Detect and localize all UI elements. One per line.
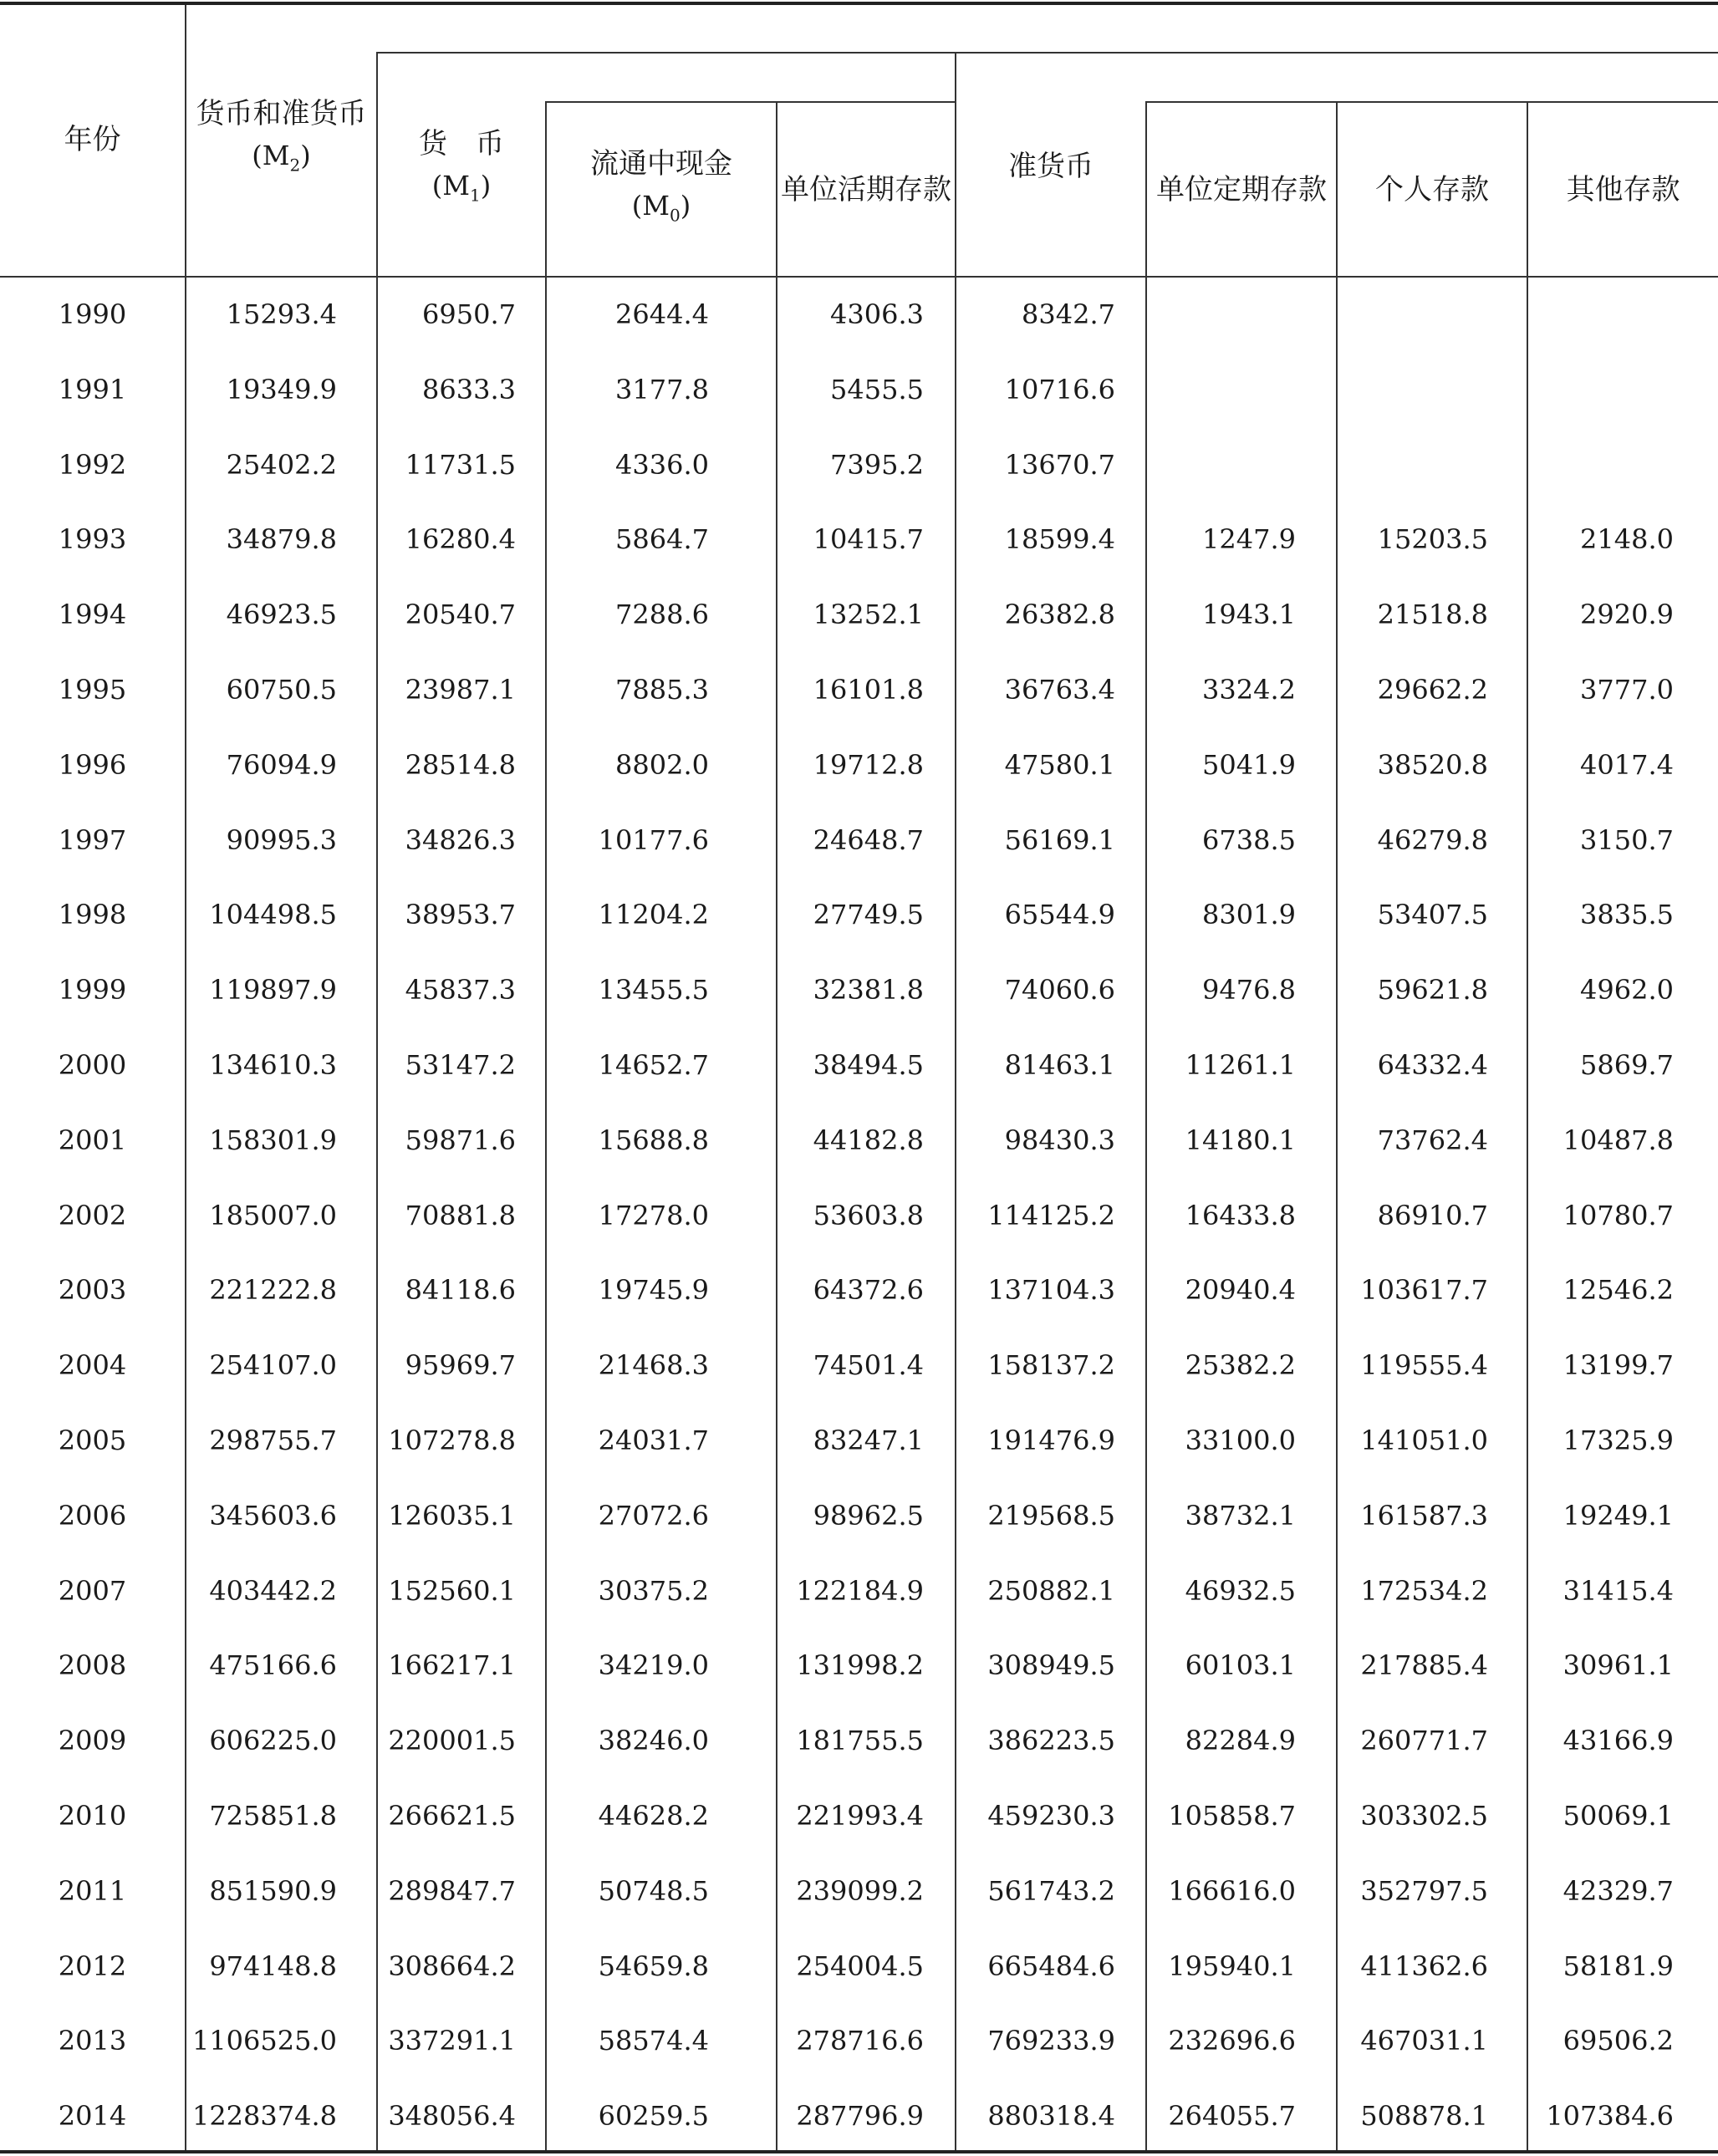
cell-personal: 467031.1 — [1360, 2025, 1488, 2057]
cell-m0: 38246.0 — [598, 1725, 709, 1757]
cell-time: 33100.0 — [1185, 1425, 1296, 1456]
header-m1-symbol: $(M_1)$ — [431, 170, 492, 206]
cell-quasi: 114125.2 — [987, 1199, 1115, 1231]
cell-year: 2007 — [58, 1574, 127, 1607]
table-row — [0, 952, 1718, 1027]
cell-other: 10487.8 — [1563, 1124, 1674, 1156]
cell-other: 3150.7 — [1580, 823, 1674, 856]
cell-quasi: 13670.7 — [1004, 448, 1115, 481]
table-row — [0, 1103, 1718, 1178]
cell-m2: 19349.9 — [226, 373, 337, 405]
cell-m0: 44628.2 — [598, 1800, 709, 1832]
cell-m1: 38953.7 — [405, 899, 516, 931]
cell-year: 1996 — [58, 748, 127, 781]
cell-year: 2004 — [58, 1349, 127, 1382]
cell-time: 1943.1 — [1202, 599, 1296, 631]
header-m0-label: 流通中现金 — [590, 146, 732, 181]
cell-year: 1999 — [58, 974, 127, 1007]
cell-demand: 122184.9 — [796, 1574, 924, 1607]
cell-other: 4962.0 — [1580, 974, 1674, 1007]
cell-m1: 59871.6 — [405, 1124, 516, 1156]
cell-m1: 23987.1 — [405, 674, 516, 706]
cell-m2: 34879.8 — [226, 523, 337, 556]
cell-demand: 287796.9 — [796, 2100, 924, 2133]
cell-m1: 34826.3 — [405, 823, 516, 856]
cell-m1: 166217.1 — [388, 1649, 516, 1682]
cell-quasi: 8342.7 — [1022, 298, 1115, 330]
cell-quasi: 26382.8 — [1004, 599, 1115, 631]
header-m2-letter: M — [262, 140, 290, 172]
cell-other: 17325.9 — [1563, 1425, 1674, 1456]
cell-other: 3835.5 — [1580, 899, 1674, 931]
cell-m2: 119897.9 — [209, 974, 337, 1007]
cell-other: 2920.9 — [1580, 599, 1674, 631]
cell-quasi: 47580.1 — [1004, 748, 1115, 781]
cell-other: 31415.4 — [1563, 1574, 1674, 1607]
table-row — [0, 427, 1718, 502]
cell-other: 30961.1 — [1563, 1649, 1674, 1682]
header-m1-label: 货 币 — [419, 127, 504, 161]
cell-personal: 119555.4 — [1360, 1349, 1488, 1382]
header-time-deposits — [1147, 103, 1336, 276]
cell-other: 69506.2 — [1563, 2025, 1674, 2057]
cell-quasi: 219568.5 — [987, 1499, 1115, 1532]
cell-other — [1528, 427, 1674, 502]
cell-demand: 13252.1 — [813, 599, 924, 631]
cell-personal: 352797.5 — [1360, 1874, 1488, 1907]
cell-quasi: 65544.9 — [1004, 899, 1115, 931]
cell-quasi: 137104.3 — [987, 1274, 1115, 1307]
cell-m0: 2644.4 — [615, 298, 709, 330]
cell-time: 166616.0 — [1168, 1874, 1296, 1907]
cell-quasi: 56169.1 — [1004, 823, 1115, 856]
cell-m0: 60259.5 — [598, 2100, 709, 2133]
cell-time: 46932.5 — [1185, 1574, 1296, 1607]
cell-time: 38732.1 — [1185, 1499, 1296, 1532]
cell-m0: 50748.5 — [598, 1874, 709, 1907]
cell-m0: 5864.7 — [615, 523, 709, 556]
cell-other: 42329.7 — [1563, 1874, 1674, 1907]
cell-quasi: 250882.1 — [987, 1574, 1115, 1607]
cell-other: 19249.1 — [1563, 1499, 1674, 1532]
cell-time: 82284.9 — [1185, 1725, 1296, 1757]
cell-year: 2010 — [58, 1800, 127, 1832]
cell-other: 107384.6 — [1546, 2100, 1674, 2133]
cell-m0: 7885.3 — [615, 674, 709, 706]
cell-m0: 58574.4 — [598, 2025, 709, 2057]
cell-m1: 152560.1 — [388, 1574, 516, 1607]
table-row — [0, 727, 1718, 803]
table-row — [0, 2003, 1718, 2078]
cell-quasi: 98430.3 — [1004, 1124, 1115, 1156]
cell-time: 60103.1 — [1185, 1649, 1296, 1682]
header-m1-subscript: 1 — [470, 185, 481, 206]
cell-m2: 76094.9 — [226, 748, 337, 781]
cell-m1: 84118.6 — [405, 1274, 516, 1307]
cell-year: 1993 — [58, 523, 127, 556]
table-row — [0, 1328, 1718, 1403]
cell-demand: 74501.4 — [813, 1349, 924, 1382]
cell-m2: 1106525.0 — [191, 2025, 337, 2057]
cell-year: 1995 — [58, 674, 127, 706]
cell-quasi: 665484.6 — [987, 1950, 1115, 1982]
cell-demand: 16101.8 — [813, 674, 924, 706]
cell-m0: 21468.3 — [598, 1349, 709, 1382]
cell-personal: 303302.5 — [1360, 1800, 1488, 1832]
cell-m1: 220001.5 — [388, 1725, 516, 1757]
cell-demand: 278716.6 — [796, 2025, 924, 2057]
cell-personal: 161587.3 — [1360, 1499, 1488, 1532]
cell-time: 9476.8 — [1202, 974, 1296, 1007]
cell-m0: 30375.2 — [598, 1574, 709, 1607]
cell-other: 58181.9 — [1563, 1950, 1674, 1982]
cell-time: 25382.2 — [1185, 1349, 1296, 1382]
cell-m1: 16280.4 — [405, 523, 516, 556]
cell-m2: 254107.0 — [209, 1349, 337, 1382]
cell-other: 13199.7 — [1563, 1349, 1674, 1382]
cell-m0: 15688.8 — [598, 1124, 709, 1156]
cell-other: 2148.0 — [1580, 523, 1674, 556]
cell-m2: 403442.2 — [209, 1574, 337, 1607]
cell-quasi: 18599.4 — [1004, 523, 1115, 556]
cell-time: 11261.1 — [1185, 1049, 1296, 1081]
cell-year: 2014 — [58, 2100, 127, 2133]
cell-personal: 59621.8 — [1377, 974, 1488, 1007]
header-time-label: 单位定期存款 — [1156, 172, 1327, 206]
cell-m1: 6950.7 — [422, 298, 516, 330]
cell-m2: 725851.8 — [209, 1800, 337, 1832]
cell-quasi: 158137.2 — [987, 1349, 1115, 1382]
cell-year: 1992 — [58, 448, 127, 481]
table-row — [0, 1478, 1718, 1553]
header-m0-subscript: 0 — [670, 205, 681, 226]
cell-year: 2008 — [58, 1649, 127, 1682]
cell-year: 1990 — [58, 298, 127, 330]
cell-year: 2006 — [58, 1499, 127, 1532]
cell-demand: 24648.7 — [813, 823, 924, 856]
cell-time: 232696.6 — [1168, 2025, 1296, 2057]
cell-m2: 221222.8 — [209, 1274, 337, 1307]
cell-personal: 15203.5 — [1377, 523, 1488, 556]
cell-year: 1997 — [58, 823, 127, 856]
cell-m1: 289847.7 — [388, 1874, 516, 1907]
cell-year: 2012 — [58, 1950, 127, 1982]
header-m0-letter: M — [642, 189, 670, 222]
cell-time: 6738.5 — [1202, 823, 1296, 856]
cell-m0: 27072.6 — [598, 1499, 709, 1532]
cell-m1: 53147.2 — [405, 1049, 516, 1081]
cell-demand: 5455.5 — [830, 373, 924, 405]
cell-demand: 44182.8 — [813, 1124, 924, 1156]
cell-year: 2005 — [58, 1425, 127, 1456]
cell-personal — [1338, 352, 1488, 427]
cell-time — [1147, 277, 1296, 352]
cell-m1: 70881.8 — [405, 1199, 516, 1231]
cell-m1: 20540.7 — [405, 599, 516, 631]
cell-other: 3777.0 — [1580, 674, 1674, 706]
table-row — [0, 1553, 1718, 1628]
cell-m0: 8802.0 — [615, 748, 709, 781]
cell-year: 1998 — [58, 899, 127, 931]
cell-personal: 260771.7 — [1360, 1725, 1488, 1757]
cell-time: 5041.9 — [1202, 748, 1296, 781]
table-row — [0, 1252, 1718, 1328]
cell-demand: 83247.1 — [813, 1425, 924, 1456]
cell-demand: 221993.4 — [796, 1800, 924, 1832]
header-m2 — [186, 52, 376, 227]
cell-year: 1991 — [58, 373, 127, 405]
cell-personal: 217885.4 — [1360, 1649, 1488, 1682]
cell-m0: 13455.5 — [598, 974, 709, 1007]
table-row — [0, 577, 1718, 652]
cell-quasi: 10716.6 — [1004, 373, 1115, 405]
cell-personal: 64332.4 — [1377, 1049, 1488, 1081]
table-row — [0, 877, 1718, 952]
table-row — [0, 1703, 1718, 1778]
cell-m0: 17278.0 — [598, 1199, 709, 1231]
cell-demand: 27749.5 — [813, 899, 924, 931]
cell-m1: 337291.1 — [388, 2025, 516, 2057]
cell-time: 1247.9 — [1202, 523, 1296, 556]
cell-quasi: 769233.9 — [987, 2025, 1115, 2057]
cell-m0: 4336.0 — [615, 448, 709, 481]
header-quasi-money — [956, 54, 1145, 279]
table-row — [0, 502, 1718, 577]
cell-demand: 19712.8 — [813, 748, 924, 781]
table-row — [0, 1178, 1718, 1253]
cell-m2: 158301.9 — [209, 1124, 337, 1156]
cell-m2: 60750.5 — [226, 674, 337, 706]
cell-other — [1528, 352, 1674, 427]
cell-demand: 7395.2 — [830, 448, 924, 481]
cell-m0: 54659.8 — [598, 1950, 709, 1982]
header-m2-subscript: 2 — [289, 155, 301, 176]
header-m0 — [547, 103, 776, 276]
cell-demand: 254004.5 — [796, 1950, 924, 1982]
table-row — [0, 803, 1718, 878]
header-demand-deposits — [777, 103, 955, 276]
cell-year: 2011 — [58, 1874, 127, 1907]
table-row — [0, 1403, 1718, 1478]
cell-m0: 19745.9 — [598, 1274, 709, 1307]
cell-year: 2013 — [58, 2025, 127, 2057]
cell-year: 2009 — [58, 1725, 127, 1757]
cell-other: 12546.2 — [1563, 1274, 1674, 1307]
cell-m1: 28514.8 — [405, 748, 516, 781]
table-row — [0, 277, 1718, 352]
header-year — [0, 52, 185, 227]
header-year-label: 年份 — [64, 123, 121, 156]
cell-demand: 53603.8 — [813, 1199, 924, 1231]
header-other-deposits — [1528, 103, 1718, 276]
table-row — [0, 1929, 1718, 2004]
cell-quasi: 36763.4 — [1004, 674, 1115, 706]
header-m2-label: 货币和准货币 — [196, 97, 367, 131]
cell-m0: 34219.0 — [598, 1649, 709, 1682]
cell-demand: 239099.2 — [796, 1874, 924, 1907]
header-rule-m1 — [376, 52, 955, 54]
cell-m0: 11204.2 — [598, 899, 709, 931]
table-top-rule — [0, 2, 1718, 5]
cell-m2: 185007.0 — [209, 1199, 337, 1231]
cell-demand: 64372.6 — [813, 1274, 924, 1307]
cell-m2: 25402.2 — [226, 448, 337, 481]
cell-personal: 38520.8 — [1377, 748, 1488, 781]
cell-quasi: 880318.4 — [987, 2100, 1115, 2133]
cell-other: 4017.4 — [1580, 748, 1674, 781]
cell-time: 195940.1 — [1168, 1950, 1296, 1982]
table-row — [0, 1027, 1718, 1103]
cell-time: 8301.9 — [1202, 899, 1296, 931]
cell-demand: 4306.3 — [830, 298, 924, 330]
cell-other: 10780.7 — [1563, 1199, 1674, 1231]
cell-year: 2000 — [58, 1049, 127, 1081]
cell-time: 14180.1 — [1185, 1124, 1296, 1156]
table-row — [0, 2078, 1718, 2153]
cell-m1: 107278.8 — [388, 1425, 516, 1456]
cell-personal: 53407.5 — [1377, 899, 1488, 931]
cell-m2: 46923.5 — [226, 599, 337, 631]
cell-other: 50069.1 — [1563, 1800, 1674, 1832]
cell-personal: 141051.0 — [1360, 1425, 1488, 1456]
header-demand-label: 单位活期存款 — [781, 172, 951, 206]
header-quasi-label: 准货币 — [1008, 150, 1094, 183]
cell-quasi: 191476.9 — [987, 1425, 1115, 1456]
cell-m2: 15293.4 — [226, 298, 337, 330]
cell-m2: 606225.0 — [209, 1725, 337, 1757]
table-row — [0, 652, 1718, 727]
cell-m0: 3177.8 — [615, 373, 709, 405]
header-personal-deposits — [1338, 103, 1527, 276]
cell-year: 2001 — [58, 1124, 127, 1156]
cell-m2: 851590.9 — [209, 1874, 337, 1907]
cell-m1: 348056.4 — [388, 2100, 516, 2133]
cell-personal — [1338, 277, 1488, 352]
cell-m1: 8633.3 — [422, 373, 516, 405]
cell-demand: 181755.5 — [796, 1725, 924, 1757]
header-m1 — [378, 103, 545, 237]
table-row — [0, 1853, 1718, 1929]
header-m0-symbol: $(M_0)$ — [631, 189, 691, 226]
cell-m1: 266621.5 — [388, 1800, 516, 1832]
cell-other: 43166.9 — [1563, 1725, 1674, 1757]
cell-time — [1147, 427, 1296, 502]
cell-m2: 104498.5 — [209, 899, 337, 931]
table-row — [0, 1628, 1718, 1703]
cell-quasi: 561743.2 — [987, 1874, 1115, 1907]
cell-personal: 172534.2 — [1360, 1574, 1488, 1607]
cell-m0: 7288.6 — [615, 599, 709, 631]
cell-personal: 103617.7 — [1360, 1274, 1488, 1307]
cell-m2: 475166.6 — [209, 1649, 337, 1682]
cell-m0: 24031.7 — [598, 1425, 709, 1456]
cell-other — [1528, 277, 1674, 352]
cell-quasi: 459230.3 — [987, 1800, 1115, 1832]
header-m2-symbol: $(M_2)$ — [252, 140, 311, 176]
cell-time: 3324.2 — [1202, 674, 1296, 706]
cell-m2: 134610.3 — [209, 1049, 337, 1081]
cell-time: 264055.7 — [1168, 2100, 1296, 2133]
cell-time: 16433.8 — [1185, 1199, 1296, 1231]
cell-m2: 1228374.8 — [191, 2100, 337, 2133]
cell-m2: 298755.7 — [209, 1425, 337, 1456]
cell-personal — [1338, 427, 1488, 502]
cell-other: 5869.7 — [1580, 1049, 1674, 1081]
cell-time: 105858.7 — [1168, 1800, 1296, 1832]
table-row — [0, 1778, 1718, 1853]
cell-year: 2003 — [58, 1274, 127, 1307]
cell-m2: 90995.3 — [226, 823, 337, 856]
header-personal-label: 个人存款 — [1375, 172, 1489, 206]
cell-personal: 29662.2 — [1377, 674, 1488, 706]
cell-m1: 308664.2 — [388, 1950, 516, 1982]
cell-personal: 508878.1 — [1360, 2100, 1488, 2133]
cell-quasi: 81463.1 — [1004, 1049, 1115, 1081]
cell-year: 2002 — [58, 1199, 127, 1231]
cell-m0: 10177.6 — [598, 823, 709, 856]
cell-personal: 411362.6 — [1360, 1950, 1488, 1982]
cell-m2: 974148.8 — [209, 1950, 337, 1982]
cell-m1: 95969.7 — [405, 1349, 516, 1382]
cell-quasi: 308949.5 — [987, 1649, 1115, 1682]
cell-personal: 46279.8 — [1377, 823, 1488, 856]
cell-personal: 21518.8 — [1377, 599, 1488, 631]
cell-quasi: 386223.5 — [987, 1725, 1115, 1757]
cell-demand: 10415.7 — [813, 523, 924, 556]
cell-m1: 11731.5 — [405, 448, 516, 481]
cell-m2: 345603.6 — [209, 1499, 337, 1532]
table-row — [0, 352, 1718, 427]
cell-demand: 98962.5 — [813, 1499, 924, 1532]
cell-time: 20940.4 — [1185, 1274, 1296, 1307]
cell-m1: 126035.1 — [388, 1499, 516, 1532]
cell-year: 1994 — [58, 599, 127, 631]
header-other-label: 其他存款 — [1566, 172, 1680, 206]
cell-time — [1147, 352, 1296, 427]
cell-demand: 131998.2 — [796, 1649, 924, 1682]
header-m1-letter: M — [442, 170, 471, 202]
cell-demand: 38494.5 — [813, 1049, 924, 1081]
cell-m0: 14652.7 — [598, 1049, 709, 1081]
cell-personal: 73762.4 — [1377, 1124, 1488, 1156]
cell-m1: 45837.3 — [405, 974, 516, 1007]
cell-demand: 32381.8 — [813, 974, 924, 1007]
cell-personal: 86910.7 — [1377, 1199, 1488, 1231]
cell-quasi: 74060.6 — [1004, 974, 1115, 1007]
